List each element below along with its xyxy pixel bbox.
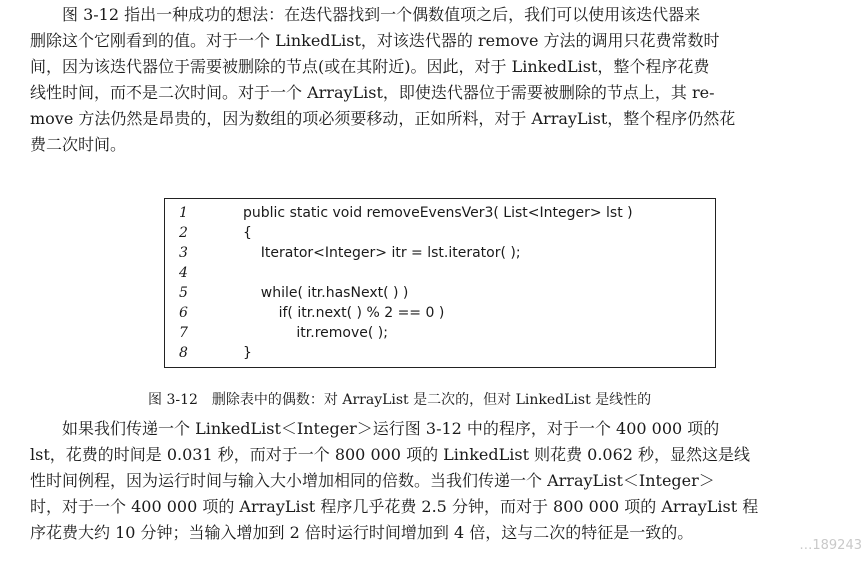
line-number: 6 bbox=[179, 305, 188, 321]
code-line bbox=[165, 263, 715, 283]
code-line bbox=[165, 283, 715, 303]
code-text: if( itr.next( ) % 2 == 0 ) bbox=[243, 305, 445, 321]
line-number: 2 bbox=[179, 225, 188, 241]
line-number: 5 bbox=[179, 285, 188, 301]
text-line: 线性时间，而不是二次时间。对于一个 ArrayList，即使迭代器位于需要被删除的节点上，其 re- bbox=[30, 83, 715, 102]
line-number: 1 bbox=[179, 205, 188, 221]
code-text: { bbox=[243, 225, 252, 241]
code-line bbox=[165, 343, 715, 363]
paragraph-intro bbox=[30, 2, 848, 158]
text-line: 性时间例程，因为运行时间与输入大小增加相同的倍数。当我们传递一个 ArrayList＜Integer＞ bbox=[30, 471, 715, 490]
code-line bbox=[165, 203, 715, 223]
code-text: } bbox=[243, 345, 252, 361]
code-line bbox=[165, 303, 715, 323]
figure-caption: 图 3-12 删除表中的偶数：对 ArrayList 是二次的，但对 LinkedList 是线性的 bbox=[148, 392, 652, 408]
text-line: 序花费大约 10 分钟；当输入增加到 2 倍时运行时间增加到 4 倍，这与二次的特征是一致的。 bbox=[30, 523, 694, 542]
text-line: lst，花费的时间是 0.031 秒，而对于一个 800 000 项的 LinkedList 则花费 0.062 秒，显然这是线 bbox=[30, 445, 751, 464]
text-line: move 方法仍然是昂贵的，因为数组的项必须要移动，正如所料，对于 ArrayList，整个程序仍然花 bbox=[30, 109, 736, 128]
text-line: 图 3-12 指出一种成功的想法：在迭代器找到一个偶数值项之后，我们可以使用该迭代器来 bbox=[62, 5, 701, 24]
text-line: 时，对于一个 400 000 项的 ArrayList 程序几乎花费 2.5 分钟，而对于 800 000 项的 ArrayList 程 bbox=[30, 497, 759, 516]
text-line: 间，因为该迭代器位于需要被删除的节点(或在其附近)。因此，对于 LinkedList，整个程序花费 bbox=[30, 57, 710, 76]
code-text: itr.remove( ); bbox=[243, 325, 388, 341]
code-listing bbox=[164, 198, 716, 368]
line-number: 7 bbox=[179, 325, 188, 341]
code-line bbox=[165, 243, 715, 263]
watermark: …189243 bbox=[799, 538, 862, 553]
text-line: 费二次时间。 bbox=[30, 135, 127, 154]
line-number: 4 bbox=[179, 265, 188, 281]
code-line bbox=[165, 323, 715, 343]
text-line: 如果我们传递一个 LinkedList＜Integer＞运行图 3-12 中的程序，对于一个 400 000 项的 bbox=[62, 419, 720, 438]
line-number: 8 bbox=[179, 345, 188, 361]
line-number: 3 bbox=[179, 245, 188, 261]
code-text: while( itr.hasNext( ) ) bbox=[243, 285, 409, 301]
paragraph-timing bbox=[30, 416, 848, 546]
text-line: 删除这个它刚看到的值。对于一个 LinkedList，对该迭代器的 remove 方法的调用只花费常数时 bbox=[30, 31, 720, 50]
code-text: Iterator<Integer> itr = lst.iterator( ); bbox=[243, 245, 521, 261]
code-text: public static void removeEvensVer3( List<Integer> lst ) bbox=[243, 205, 633, 221]
code-line bbox=[165, 223, 715, 243]
